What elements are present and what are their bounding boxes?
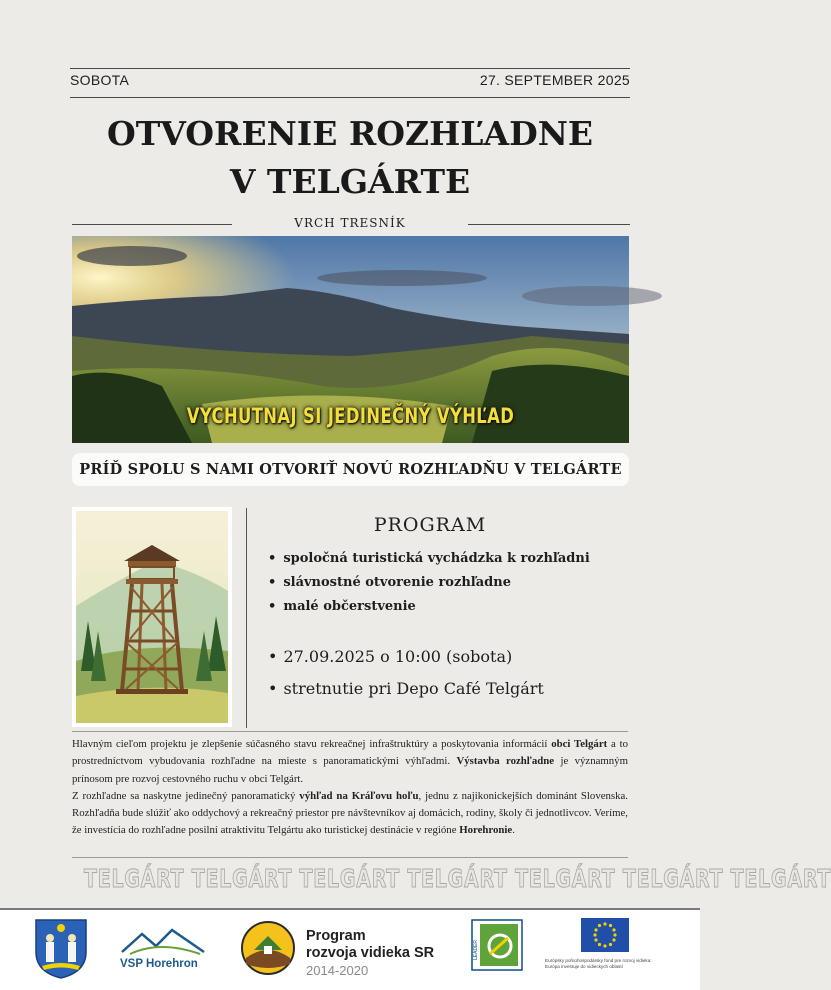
- event-meeting-point: • stretnutie pri Depo Café Telgárt: [268, 673, 544, 705]
- title-line-1: OTVORENIE ROZHĽADNE: [106, 114, 594, 153]
- hero-caption: VYCHUTNAJ SI JEDINEČNÝ VÝHĽAD: [186, 404, 515, 428]
- text-run-bold: Horehronie: [459, 824, 513, 837]
- text-run: .: [512, 824, 515, 837]
- leader-logo-icon: [472, 920, 522, 970]
- program-item: • malé občerstvenie: [268, 595, 590, 619]
- eu-caption-line-1: Európsky poľnohospodársky fond pre rozvoj vidieka:: [545, 958, 652, 963]
- date-bar: [70, 72, 630, 88]
- project-description: [72, 736, 628, 840]
- tower-illustration: [72, 507, 232, 727]
- program-list: [268, 547, 590, 619]
- leader-label: LEADER: [473, 939, 479, 960]
- subtitle-rule-right: [468, 224, 630, 225]
- telgart-coat-of-arms-icon: [34, 918, 88, 980]
- program-heading: PROGRAM: [373, 514, 487, 536]
- prv-logo-icon: [240, 920, 296, 976]
- program-divider: [246, 508, 247, 728]
- vsp-horehron-logo-icon: [120, 926, 206, 956]
- text-run: Z rozhľadne sa naskytne jedinečný panoramatický: [72, 789, 300, 802]
- vsp-horehron-label: VSP Horehron: [120, 958, 198, 970]
- date-bar-rule: [70, 97, 630, 98]
- text-run: , jednu z najikonickejších dominánt Slovenska. Rozhľadňa bude slúžiť ako oddychový a rekreačný priestor pre návštevníkov aj domácich, rodiny, školy či jednotlivcov. Veríme, že investícia do rozhľadne posilní atraktivitu Telgártu ako turistickej destinácie v regióne: [72, 789, 628, 837]
- event-datetime: • 27.09.2025 o 10:00 (sobota): [268, 641, 544, 673]
- text-run: Hlavným cieľom projektu je zlepšenie súčasného stavu rekreačnej infraštruktúry a poskytovania informácií: [72, 738, 552, 750]
- sponsor-footer: [0, 908, 700, 990]
- text-run-bold: obci Telgárt: [551, 738, 608, 750]
- telgart-watermark: TELGÁRT TELGÁRT TELGÁRT TELGÁRT TELGÁRT TELGÁRT TELGÁRT: [84, 864, 831, 893]
- hero-landscape-photo: [72, 236, 629, 443]
- description-top-rule: [72, 731, 628, 732]
- eu-fund-caption: [545, 958, 695, 970]
- program-line-1: Program: [306, 928, 366, 944]
- program-rozvoja-vidieka: [306, 928, 434, 979]
- top-rule: [70, 68, 630, 69]
- poster-title: [0, 110, 700, 206]
- event-date: 27. SEPTEMBER 2025: [479, 72, 630, 88]
- subtitle-rule-left: [72, 224, 232, 225]
- program-line-3: 2014-2020: [306, 963, 369, 978]
- lookout-tower-image: [76, 511, 228, 723]
- description-bottom-rule: [72, 857, 628, 858]
- location-subtitle: VRCH TRESNÍK: [294, 216, 406, 230]
- eu-flag-icon: [581, 918, 629, 952]
- description-paragraph-2: [72, 788, 628, 840]
- text-run-bold: Výstavba rozhľadne: [456, 755, 555, 768]
- eu-caption-line-2: Európa investuje do vidieckych oblastí: [545, 964, 623, 969]
- text-run: a to prostredníctvom vybudovania rozhľadne na mieste s panoramatickými výhľadmi.: [72, 738, 628, 768]
- title-line-2: V TELGÁRTE: [229, 162, 471, 201]
- description-paragraph-1: [72, 736, 628, 788]
- program-line-2: rozvoja vidieka SR: [306, 945, 435, 961]
- text-run: je významným prínosom pre rozvoj cestovného ruchu v obci Telgárt.: [72, 755, 628, 785]
- text-run-bold: výhľad na Kráľovu hoľu: [299, 789, 419, 802]
- event-details: [268, 641, 544, 705]
- program-item: • slávnostné otvorenie rozhľadne: [268, 571, 590, 595]
- event-day: SOBOTA: [70, 72, 130, 88]
- program-item: • spoločná turistická vychádzka k rozhľadni: [268, 547, 590, 571]
- invite-banner: PRÍĎ SPOLU S NAMI OTVORIŤ NOVÚ ROZHĽADŇU V TELGÁRTE: [72, 453, 629, 486]
